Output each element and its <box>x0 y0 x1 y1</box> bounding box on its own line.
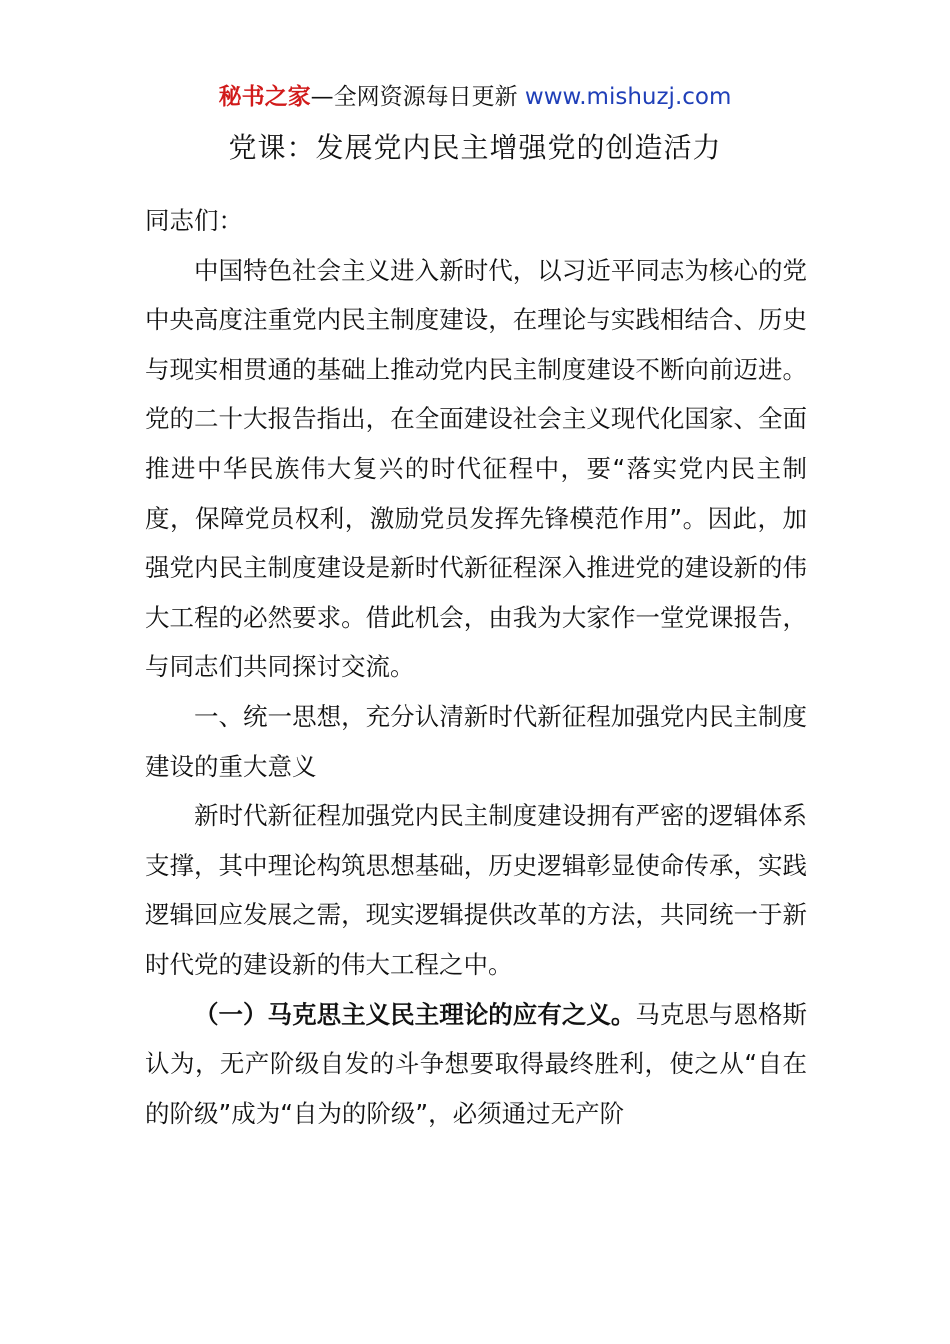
subsection-text-1: 马克思与恩格斯认为，无产阶级自发的斗争想要取得最终胜利，使之从“自在的阶级”成为“自为的阶级”，必须通过无产阶 <box>145 999 807 1128</box>
section-heading-1: 一、统一思想，充分认清新时代新征程加强党内民主制度建设的重大意义 <box>145 701 807 781</box>
paragraph-subsection-1 <box>145 990 807 1139</box>
page-title: 党课：发展党内民主增强党的创造活力 <box>228 131 722 164</box>
brand-name: 秘书之家 <box>218 84 311 110</box>
subsection-heading-1: （一）马克思主义民主理论的应有之义。 <box>194 999 636 1029</box>
document-body <box>145 196 807 1138</box>
header-tagline: —全网资源每日更新 <box>310 84 525 110</box>
paragraph-intro: 中国特色社会主义进入新时代，以习近平同志为核心的党中央高度注重党内民主制度建设，在理论与实践相结合、历史与现实相贯通的基础上推动党内民主制度建设不断向前迈进。党的二十大报告指出，在全面建设社会主义现代化国家、全面推进中华民族伟大复兴的时代征程中，要“落实党内民主制度，保障党员权利，激励党员发挥先锋模范作用”。因此，加强党内民主制度建设是新时代新征程深入推进党的建设新的伟大工程的必然要求。借此机会，由我为大家作一堂党课报告，与同志们共同探讨交流。 <box>145 255 807 682</box>
site-header <box>0 80 950 114</box>
salutation: 同志们： <box>145 206 243 235</box>
site-url[interactable]: www.mishuzj.com <box>524 84 732 110</box>
paragraph-section-1: 新时代新征程加强党内民主制度建设拥有严密的逻辑体系支撑，其中理论构筑思想基础，历史逻辑彰显使命传承，实践逻辑回应发展之需，现实逻辑提供改革的方法，共同统一于新时代党的建设新的伟大工程之中。 <box>145 801 807 979</box>
